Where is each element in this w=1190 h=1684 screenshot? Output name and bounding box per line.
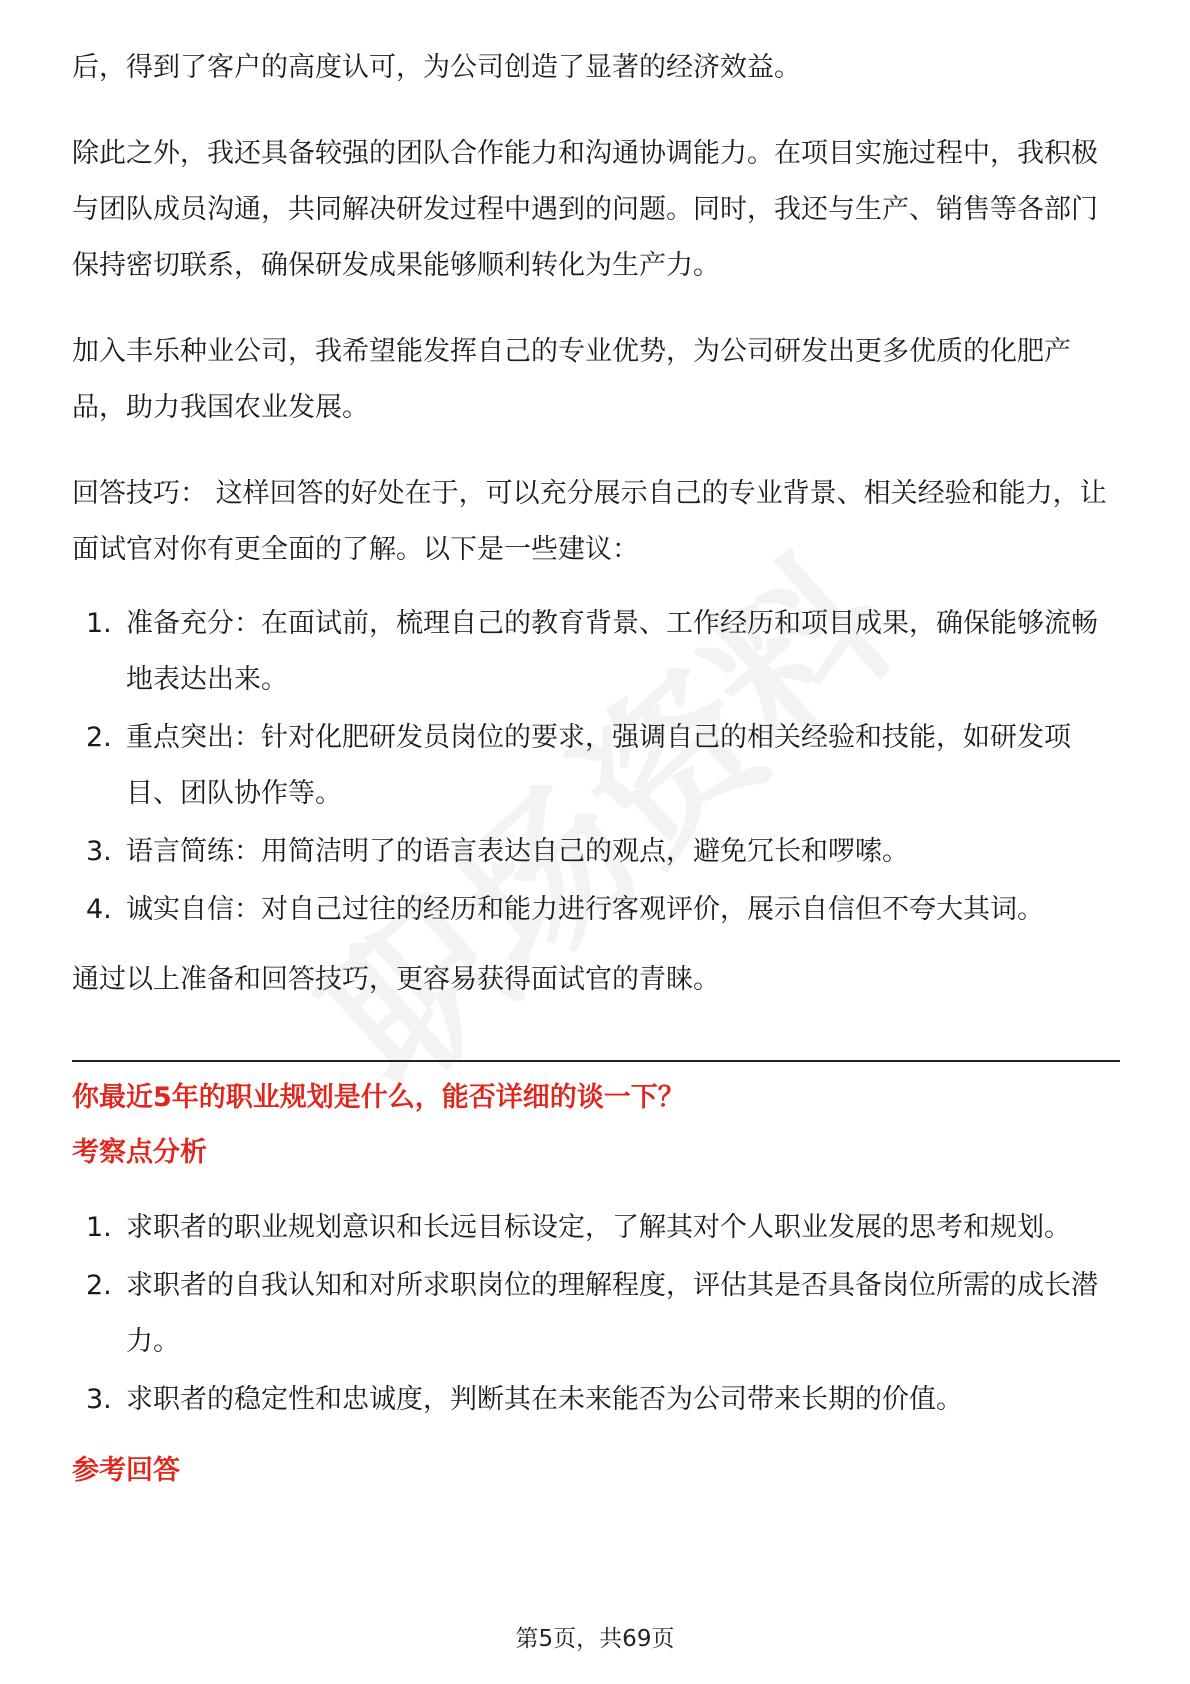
reference-answer-heading: 参考回答 [72,1455,180,1486]
paragraph: 加入丰乐种业公司，我希望能发挥自己的专业优势，为公司研发出更多优质的化肥产品，助力我国农业发展。 [72,336,1071,423]
list-item [72,824,1122,880]
analysis-heading: 考察点分析 [72,1137,207,1168]
list-text: 诚实自信：对自己过往的经历和能力进行客观评价，展示自信但不夸大其词。 [126,894,1044,925]
list-number: 3. [86,1384,112,1415]
analysis-list [72,1200,1122,1428]
list-number: 1. [86,608,112,639]
list-number: 2. [86,722,112,753]
list-item [72,596,1122,708]
page-content [72,40,1122,1496]
section-divider [72,1060,1120,1062]
list-item [72,710,1122,822]
list-number: 4. [86,894,112,925]
answer-tips-paragraph: 回答技巧： 这样回答的好处在于，可以充分展示自己的专业背景、相关经验和能力，让面试官对你有更全面的了解。以下是一些建议： [72,478,1107,565]
list-text: 语言简练：用简洁明了的语言表达自己的观点，避免冗长和啰嗦。 [126,836,909,867]
list-text: 求职者的职业规划意识和长远目标设定，了解其对个人职业发展的思考和规划。 [126,1212,1071,1243]
question-title: 你最近5年的职业规划是什么，能否详细的谈一下？ [72,1082,685,1113]
list-item [72,1258,1122,1370]
list-text: 重点突出：针对化肥研发员岗位的要求，强调自己的相关经验和技能，如研发项目、团队协作等。 [126,722,1071,809]
page-number-footer: 第5页，共69页 [515,1626,675,1652]
closing-paragraph: 通过以上准备和回答技巧，更容易获得面试官的青睐。 [72,964,720,995]
list-item [72,1372,1122,1428]
list-text: 求职者的稳定性和忠诚度，判断其在未来能否为公司带来长期的价值。 [126,1384,963,1415]
list-item [72,1200,1122,1256]
paragraph: 除此之外，我还具备较强的团队合作能力和沟通协调能力。在项目实施过程中，我积极与团队成员沟通，共同解决研发过程中遇到的问题。同时，我还与生产、销售等各部门保持密切联系，确保研发成果能够顺利转化为生产力。 [72,138,1098,281]
list-text: 准备充分：在面试前，梳理自己的教育背景、工作经历和项目成果，确保能够流畅地表达出来。 [126,608,1098,695]
list-number: 3. [86,836,112,867]
list-number: 1. [86,1212,112,1243]
list-number: 2. [86,1270,112,1301]
paragraph: 后，得到了客户的高度认可，为公司创造了显著的经济效益。 [72,52,801,83]
list-item [72,882,1122,938]
list-text: 求职者的自我认知和对所求职岗位的理解程度，评估其是否具备岗位所需的成长潜力。 [126,1270,1098,1357]
tips-list [72,596,1122,938]
